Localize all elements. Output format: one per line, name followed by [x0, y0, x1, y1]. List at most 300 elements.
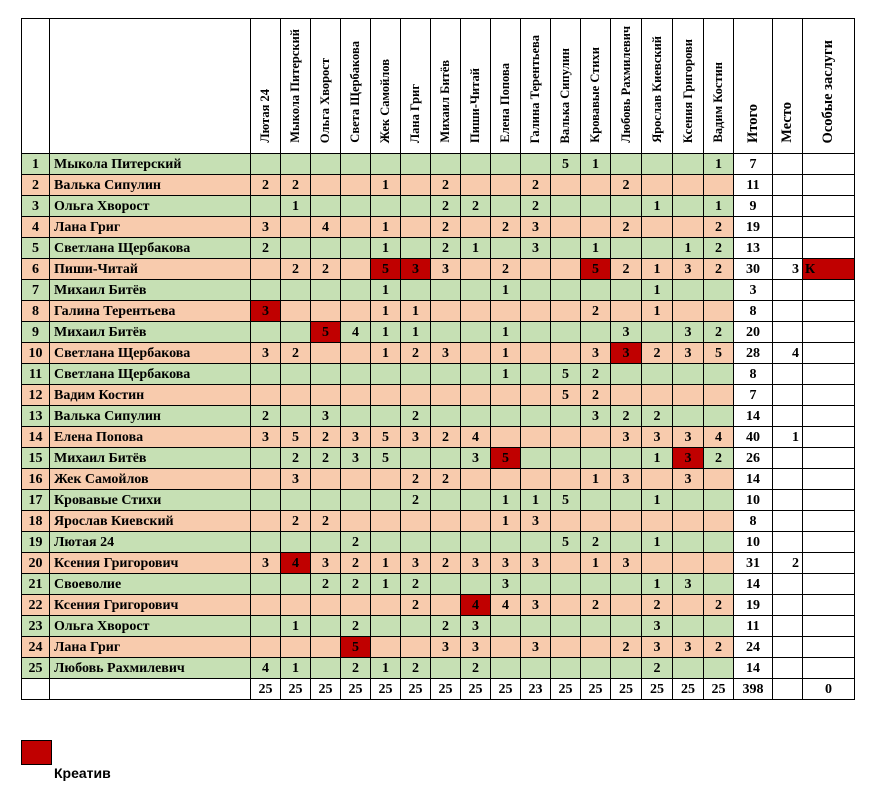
- score-cell: [704, 532, 734, 553]
- score-cell: [281, 280, 311, 301]
- score-cell: [371, 154, 401, 175]
- score-cell: [341, 595, 371, 616]
- score-cell: 1: [491, 511, 521, 532]
- sum-cell: 25: [401, 679, 431, 700]
- score-cell: [251, 364, 281, 385]
- score-cell: [611, 532, 642, 553]
- score-cell: 3: [311, 406, 341, 427]
- score-cell: [611, 490, 642, 511]
- column-header: Галина Терентьева: [521, 19, 551, 154]
- place-cell: [773, 238, 803, 259]
- score-cell: 3: [611, 322, 642, 343]
- sum-place: [773, 679, 803, 700]
- author-name: Ольга Хворост: [50, 196, 251, 217]
- score-cell: [401, 154, 431, 175]
- score-cell: [491, 154, 521, 175]
- score-cell: [431, 322, 461, 343]
- table-row: [22, 196, 855, 217]
- score-cell: [341, 175, 371, 196]
- score-cell: [461, 301, 491, 322]
- score-cell: [281, 154, 311, 175]
- score-cell: [673, 217, 704, 238]
- place-cell: [773, 469, 803, 490]
- score-cell: 2: [461, 658, 491, 679]
- author-name: Лютая 24: [50, 532, 251, 553]
- score-cell: [281, 364, 311, 385]
- sum-row-label: [50, 679, 251, 700]
- score-cell: [311, 616, 341, 637]
- score-cell: [371, 385, 401, 406]
- row-number: 7: [22, 280, 50, 301]
- score-cell: 3: [521, 553, 551, 574]
- score-cell: 2: [401, 490, 431, 511]
- score-cell: [371, 595, 401, 616]
- total-cell: 31: [734, 553, 773, 574]
- score-cell: [311, 175, 341, 196]
- score-cell: [311, 658, 341, 679]
- score-cell: 3: [521, 217, 551, 238]
- score-cell: [673, 616, 704, 637]
- score-cell: 2: [401, 343, 431, 364]
- score-cell: 5: [551, 385, 581, 406]
- score-cell: [491, 406, 521, 427]
- score-cell: 2: [611, 406, 642, 427]
- column-header: Мыкола Питерский: [281, 19, 311, 154]
- merits-header: Особые заслуги: [803, 19, 855, 154]
- score-cell: [521, 343, 551, 364]
- row-number: 12: [22, 385, 50, 406]
- table-row: [22, 469, 855, 490]
- score-cell: [401, 217, 431, 238]
- score-cell: [281, 532, 311, 553]
- score-cell: [281, 301, 311, 322]
- place-cell: [773, 196, 803, 217]
- score-cell: 2: [521, 175, 551, 196]
- score-cell: [551, 469, 581, 490]
- score-cell: [581, 322, 611, 343]
- score-cell: [551, 427, 581, 448]
- score-cell: 2: [281, 259, 311, 280]
- sum-cell: 23: [521, 679, 551, 700]
- score-cell: [401, 448, 431, 469]
- place-cell: [773, 616, 803, 637]
- score-cell: [341, 364, 371, 385]
- score-cell: 4: [251, 658, 281, 679]
- score-cell: [673, 154, 704, 175]
- author-name: Жек Самойлов: [50, 469, 251, 490]
- table-row: [22, 280, 855, 301]
- score-cell: 3: [251, 217, 281, 238]
- total-header: Итого: [734, 19, 773, 154]
- score-cell: [341, 406, 371, 427]
- score-cell: [311, 385, 341, 406]
- row-number: 5: [22, 238, 50, 259]
- score-cell: 2: [581, 532, 611, 553]
- score-cell: 2: [401, 595, 431, 616]
- score-cell: [673, 511, 704, 532]
- score-cell: [521, 658, 551, 679]
- author-name: Пиши-Читай: [50, 259, 251, 280]
- score-cell: [581, 175, 611, 196]
- score-cell: 2: [341, 532, 371, 553]
- score-cell: 2: [521, 196, 551, 217]
- score-cell: [461, 217, 491, 238]
- score-cell: 1: [642, 196, 673, 217]
- score-cell: 2: [642, 406, 673, 427]
- merit-cell: [803, 238, 855, 259]
- score-cell: 1: [281, 616, 311, 637]
- score-cell: 2: [461, 196, 491, 217]
- score-cell: [704, 469, 734, 490]
- total-cell: 14: [734, 574, 773, 595]
- table-row: [22, 448, 855, 469]
- author-name: Лана Григ: [50, 217, 251, 238]
- score-cell: 2: [341, 616, 371, 637]
- row-number: 18: [22, 511, 50, 532]
- row-number: 6: [22, 259, 50, 280]
- score-cell: [704, 406, 734, 427]
- score-cell: [431, 511, 461, 532]
- score-cell: 2: [431, 616, 461, 637]
- score-cell: [311, 532, 341, 553]
- merit-cell: [803, 154, 855, 175]
- merit-cell: [803, 385, 855, 406]
- sum-cell: 25: [642, 679, 673, 700]
- total-cell: 9: [734, 196, 773, 217]
- merit-cell: [803, 427, 855, 448]
- score-cell: [431, 658, 461, 679]
- total-cell: 7: [734, 385, 773, 406]
- score-cell: [491, 385, 521, 406]
- score-cell: [461, 175, 491, 196]
- table-row: [22, 511, 855, 532]
- score-cell: 4: [461, 595, 491, 616]
- score-cell: [251, 469, 281, 490]
- score-cell: [371, 616, 401, 637]
- score-cell: [251, 616, 281, 637]
- score-cell: [251, 322, 281, 343]
- author-name: Своеволие: [50, 574, 251, 595]
- score-cell: 3: [491, 574, 521, 595]
- score-cell: [704, 280, 734, 301]
- header-corner-number: [22, 19, 50, 154]
- score-cell: [461, 343, 491, 364]
- score-cell: [431, 406, 461, 427]
- score-cell: 3: [673, 448, 704, 469]
- legend-label: Креатив: [54, 765, 111, 781]
- score-cell: [611, 616, 642, 637]
- score-cell: [251, 637, 281, 658]
- score-cell: 1: [491, 280, 521, 301]
- table-row: [22, 364, 855, 385]
- place-cell: 1: [773, 427, 803, 448]
- score-cell: [401, 175, 431, 196]
- total-cell: 24: [734, 637, 773, 658]
- score-cell: [521, 280, 551, 301]
- score-cell: [521, 427, 551, 448]
- score-cell: [551, 511, 581, 532]
- score-cell: 5: [371, 448, 401, 469]
- score-cell: 2: [581, 301, 611, 322]
- score-cell: [642, 469, 673, 490]
- score-cell: 3: [251, 343, 281, 364]
- score-cell: [311, 196, 341, 217]
- total-cell: 20: [734, 322, 773, 343]
- score-cell: 3: [611, 553, 642, 574]
- author-name: Ксения Григорович: [50, 595, 251, 616]
- score-cell: [341, 217, 371, 238]
- score-cell: [491, 469, 521, 490]
- score-cell: 2: [431, 427, 461, 448]
- author-name: Михаил Битёв: [50, 322, 251, 343]
- row-number: 15: [22, 448, 50, 469]
- score-cell: [673, 658, 704, 679]
- score-cell: 5: [371, 259, 401, 280]
- place-cell: [773, 280, 803, 301]
- table-row: [22, 217, 855, 238]
- score-cell: 3: [673, 343, 704, 364]
- score-cell: [461, 322, 491, 343]
- score-cell: 4: [281, 553, 311, 574]
- author-name: Ксения Григорович: [50, 553, 251, 574]
- score-cell: [704, 490, 734, 511]
- score-cell: [371, 406, 401, 427]
- score-cell: [611, 364, 642, 385]
- score-cell: 2: [611, 637, 642, 658]
- total-cell: 26: [734, 448, 773, 469]
- place-cell: [773, 217, 803, 238]
- score-cell: 3: [673, 322, 704, 343]
- score-cell: [581, 574, 611, 595]
- author-name: Михаил Битёв: [50, 448, 251, 469]
- score-cell: [461, 532, 491, 553]
- score-cell: [251, 511, 281, 532]
- score-cell: [341, 511, 371, 532]
- score-cell: [673, 595, 704, 616]
- score-cell: [431, 280, 461, 301]
- score-cell: [551, 280, 581, 301]
- table-row: [22, 259, 855, 280]
- score-cell: [281, 385, 311, 406]
- score-cell: [311, 490, 341, 511]
- header-row: [22, 19, 855, 154]
- merit-cell: [803, 301, 855, 322]
- sum-cell: 25: [281, 679, 311, 700]
- score-cell: [521, 301, 551, 322]
- score-cell: [491, 196, 521, 217]
- place-cell: [773, 301, 803, 322]
- score-cell: 2: [251, 238, 281, 259]
- row-number: 1: [22, 154, 50, 175]
- score-cell: 1: [371, 238, 401, 259]
- author-name: Любовь Рахмилевич: [50, 658, 251, 679]
- sum-cell: 25: [341, 679, 371, 700]
- score-cell: [371, 511, 401, 532]
- score-cell: 2: [491, 217, 521, 238]
- score-cell: 3: [431, 343, 461, 364]
- score-cell: 3: [461, 616, 491, 637]
- total-cell: 13: [734, 238, 773, 259]
- score-cell: [461, 406, 491, 427]
- score-cell: [673, 532, 704, 553]
- score-cell: 3: [401, 553, 431, 574]
- score-cell: [341, 196, 371, 217]
- place-cell: [773, 658, 803, 679]
- score-cell: 2: [642, 658, 673, 679]
- score-cell: [581, 511, 611, 532]
- merit-cell: [803, 532, 855, 553]
- score-cell: [551, 196, 581, 217]
- place-cell: [773, 574, 803, 595]
- row-number: 25: [22, 658, 50, 679]
- score-cell: 1: [581, 238, 611, 259]
- score-cell: 5: [551, 490, 581, 511]
- total-cell: 28: [734, 343, 773, 364]
- score-cell: [551, 448, 581, 469]
- score-cell: [581, 196, 611, 217]
- score-cell: [521, 448, 551, 469]
- table-row: [22, 154, 855, 175]
- score-cell: [551, 238, 581, 259]
- score-cell: 2: [311, 511, 341, 532]
- score-cell: [311, 595, 341, 616]
- score-cell: 2: [311, 259, 341, 280]
- score-cell: [521, 406, 551, 427]
- score-cell: [401, 511, 431, 532]
- place-cell: 3: [773, 259, 803, 280]
- score-cell: [611, 280, 642, 301]
- score-cell: [401, 532, 431, 553]
- score-cell: [551, 301, 581, 322]
- merit-cell: [803, 280, 855, 301]
- score-cell: [673, 301, 704, 322]
- score-cell: 2: [704, 217, 734, 238]
- sum-cell: 25: [551, 679, 581, 700]
- score-cell: 1: [491, 343, 521, 364]
- merit-cell: [803, 175, 855, 196]
- score-cell: 1: [642, 280, 673, 301]
- score-cell: [251, 385, 281, 406]
- score-cell: 2: [611, 217, 642, 238]
- author-name: Светлана Щербакова: [50, 238, 251, 259]
- score-cell: [401, 280, 431, 301]
- score-cell: [461, 154, 491, 175]
- score-cell: [521, 385, 551, 406]
- column-header: Ксения Григорови: [673, 19, 704, 154]
- score-cell: 2: [311, 448, 341, 469]
- score-cell: 1: [371, 343, 401, 364]
- score-cell: [611, 574, 642, 595]
- column-header: Ольга Хворост: [311, 19, 341, 154]
- score-cell: [611, 238, 642, 259]
- place-cell: [773, 511, 803, 532]
- score-cell: [673, 196, 704, 217]
- row-number: 9: [22, 322, 50, 343]
- score-cell: 1: [281, 658, 311, 679]
- table-row: [22, 637, 855, 658]
- score-cell: 2: [704, 259, 734, 280]
- total-cell: 11: [734, 175, 773, 196]
- score-cell: [642, 217, 673, 238]
- score-cell: 3: [461, 637, 491, 658]
- table-row: [22, 406, 855, 427]
- score-cell: [341, 469, 371, 490]
- place-cell: [773, 175, 803, 196]
- total-cell: 19: [734, 595, 773, 616]
- score-cell: [461, 511, 491, 532]
- score-cell: [581, 616, 611, 637]
- score-cell: 2: [281, 511, 311, 532]
- score-cell: [401, 616, 431, 637]
- score-cell: 1: [642, 532, 673, 553]
- score-cell: [491, 175, 521, 196]
- score-cell: [371, 490, 401, 511]
- score-cell: 2: [251, 406, 281, 427]
- score-cell: [341, 259, 371, 280]
- score-cell: 2: [281, 175, 311, 196]
- score-cell: 2: [401, 469, 431, 490]
- merit-cell: [803, 343, 855, 364]
- row-number: 11: [22, 364, 50, 385]
- score-cell: [521, 616, 551, 637]
- author-name: Кровавые Стихи: [50, 490, 251, 511]
- score-cell: 3: [581, 406, 611, 427]
- score-cell: [611, 301, 642, 322]
- table-row: [22, 595, 855, 616]
- score-cell: 4: [704, 427, 734, 448]
- score-cell: [673, 280, 704, 301]
- sum-cell: 25: [431, 679, 461, 700]
- score-cell: [581, 490, 611, 511]
- column-header: Валька Сипулин: [551, 19, 581, 154]
- score-cell: 1: [491, 322, 521, 343]
- score-cell: 2: [431, 469, 461, 490]
- score-cell: [341, 343, 371, 364]
- score-cell: [704, 364, 734, 385]
- score-cell: 3: [673, 427, 704, 448]
- merit-cell: [803, 406, 855, 427]
- score-cell: 3: [311, 553, 341, 574]
- sum-cell: 25: [251, 679, 281, 700]
- score-cell: [551, 343, 581, 364]
- row-number: 17: [22, 490, 50, 511]
- row-number: 14: [22, 427, 50, 448]
- row-number: 2: [22, 175, 50, 196]
- score-cell: 1: [642, 490, 673, 511]
- table-row: [22, 658, 855, 679]
- column-header: Пиши-Читай: [461, 19, 491, 154]
- score-cell: 3: [611, 343, 642, 364]
- score-cell: [371, 532, 401, 553]
- total-cell: 30: [734, 259, 773, 280]
- score-cell: [341, 301, 371, 322]
- score-cell: [371, 364, 401, 385]
- score-cell: [431, 532, 461, 553]
- score-cell: [642, 154, 673, 175]
- score-cell: [673, 490, 704, 511]
- sum-cell: 25: [491, 679, 521, 700]
- column-header: Ярослав Киевский: [642, 19, 673, 154]
- score-cell: [611, 448, 642, 469]
- score-cell: [581, 637, 611, 658]
- column-header: Михаил Битёв: [431, 19, 461, 154]
- place-cell: [773, 490, 803, 511]
- score-cell: [341, 238, 371, 259]
- table-row: [22, 322, 855, 343]
- place-cell: [773, 595, 803, 616]
- score-cell: 2: [311, 574, 341, 595]
- column-header: Любовь Рахмилевич: [611, 19, 642, 154]
